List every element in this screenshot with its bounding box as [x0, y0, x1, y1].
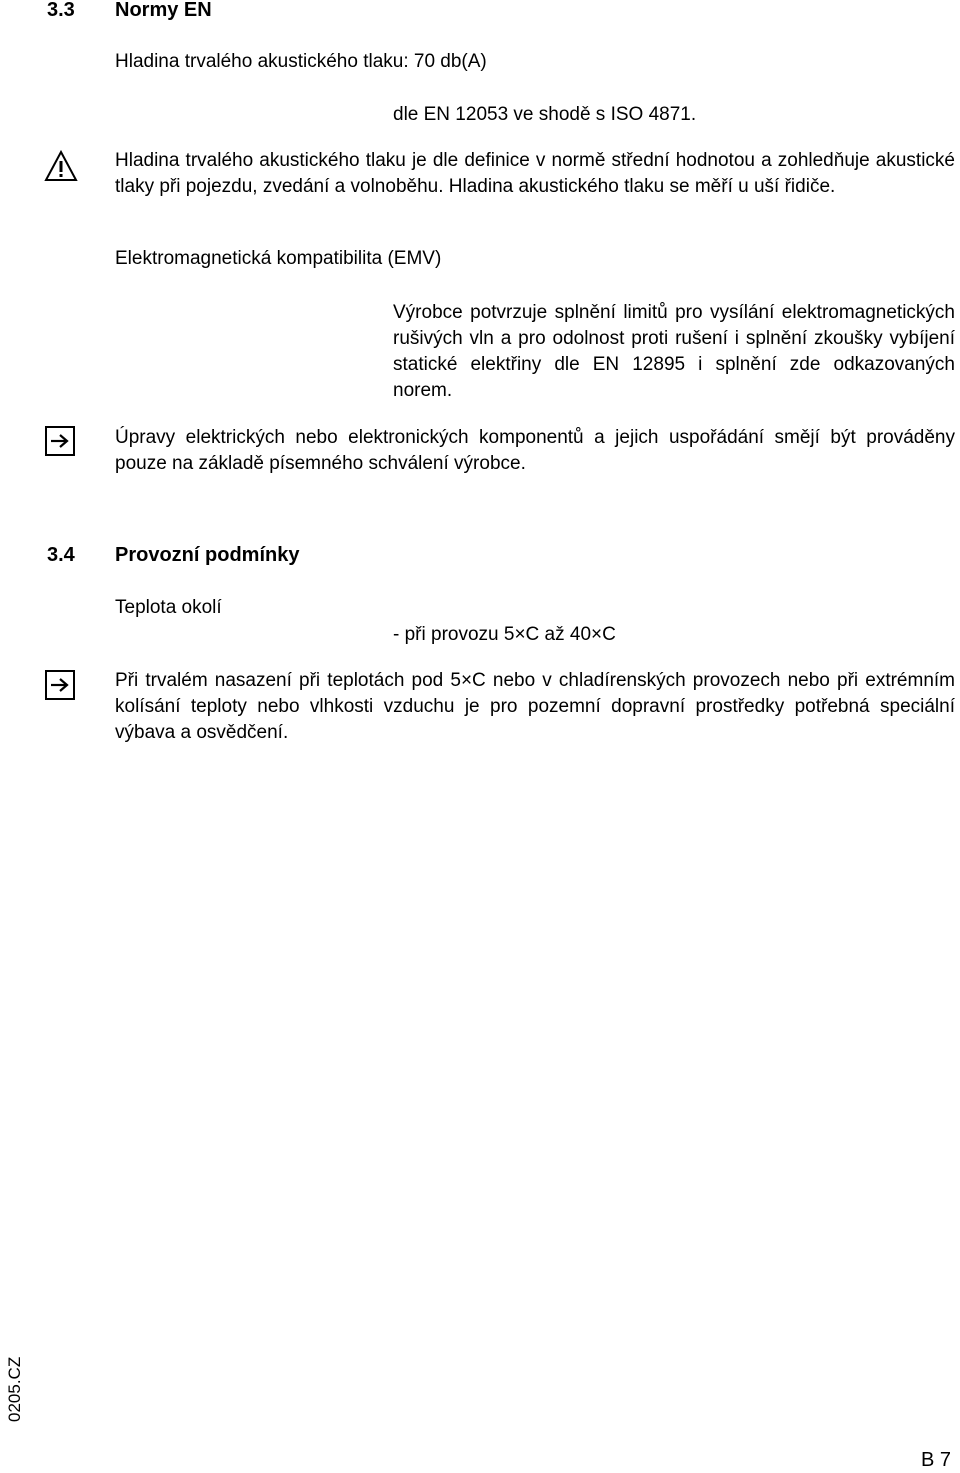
noise-standard-text: dle EN 12053 ve shodě s ISO 4871. — [393, 104, 697, 125]
note-paragraph-electrics: Úpravy elektrických nebo elektronických komponentů a jejich uspořádání smějí být prováděny pouze na základě písemného schválení výrobce. — [115, 427, 955, 474]
section-3-4-number: 3.4 — [47, 544, 75, 566]
arrow-right-box-icon — [45, 426, 75, 456]
emc-title: Elektromagnetická kompatibilita (EMV) — [115, 248, 442, 269]
page-number: B 7 — [921, 1449, 952, 1471]
ambient-temperature-label: Teplota okolí — [115, 597, 222, 618]
noise-level-text: Hladina trvalého akustického tlaku: 70 db(A) — [115, 51, 487, 72]
note-paragraph-temperature: Při trvalém nasazení při teplotách pod 5×C nebo v chladírenských provozech nebo při extrémním kolísání teploty nebo vlhkosti vzduchu je pro pozemní dopravní prostředky potřebná speciální výbava a osvědčení. — [115, 670, 955, 743]
ambient-temperature-value: - při provozu 5×C až 40×C — [393, 624, 616, 645]
section-3-3-title: Normy EN — [115, 0, 212, 21]
emc-paragraph: Výrobce potvrzuje splnění limitů pro vysílání elektromagnetických rušivých vln a pro odolnost proti rušení i splnění zkoušky vybíjení statické elektřiny dle EN 12895 i splnění zde odkazovaných norem. — [393, 302, 955, 401]
document-code: 0205.CZ — [5, 1356, 24, 1422]
section-3-4-title: Provozní podmínky — [115, 544, 300, 566]
section-3-3-number: 3.3 — [47, 0, 75, 21]
warning-triangle-icon — [44, 150, 78, 182]
arrow-right-box-icon — [45, 670, 75, 700]
warning-paragraph: Hladina trvalého akustického tlaku je dle definice v normě střední hodnotou a zohledňuje akustické tlaky při pojezdu, zvedání a volnoběhu. Hladina akustického tlaku se měří u uší řidiče. — [115, 150, 955, 197]
